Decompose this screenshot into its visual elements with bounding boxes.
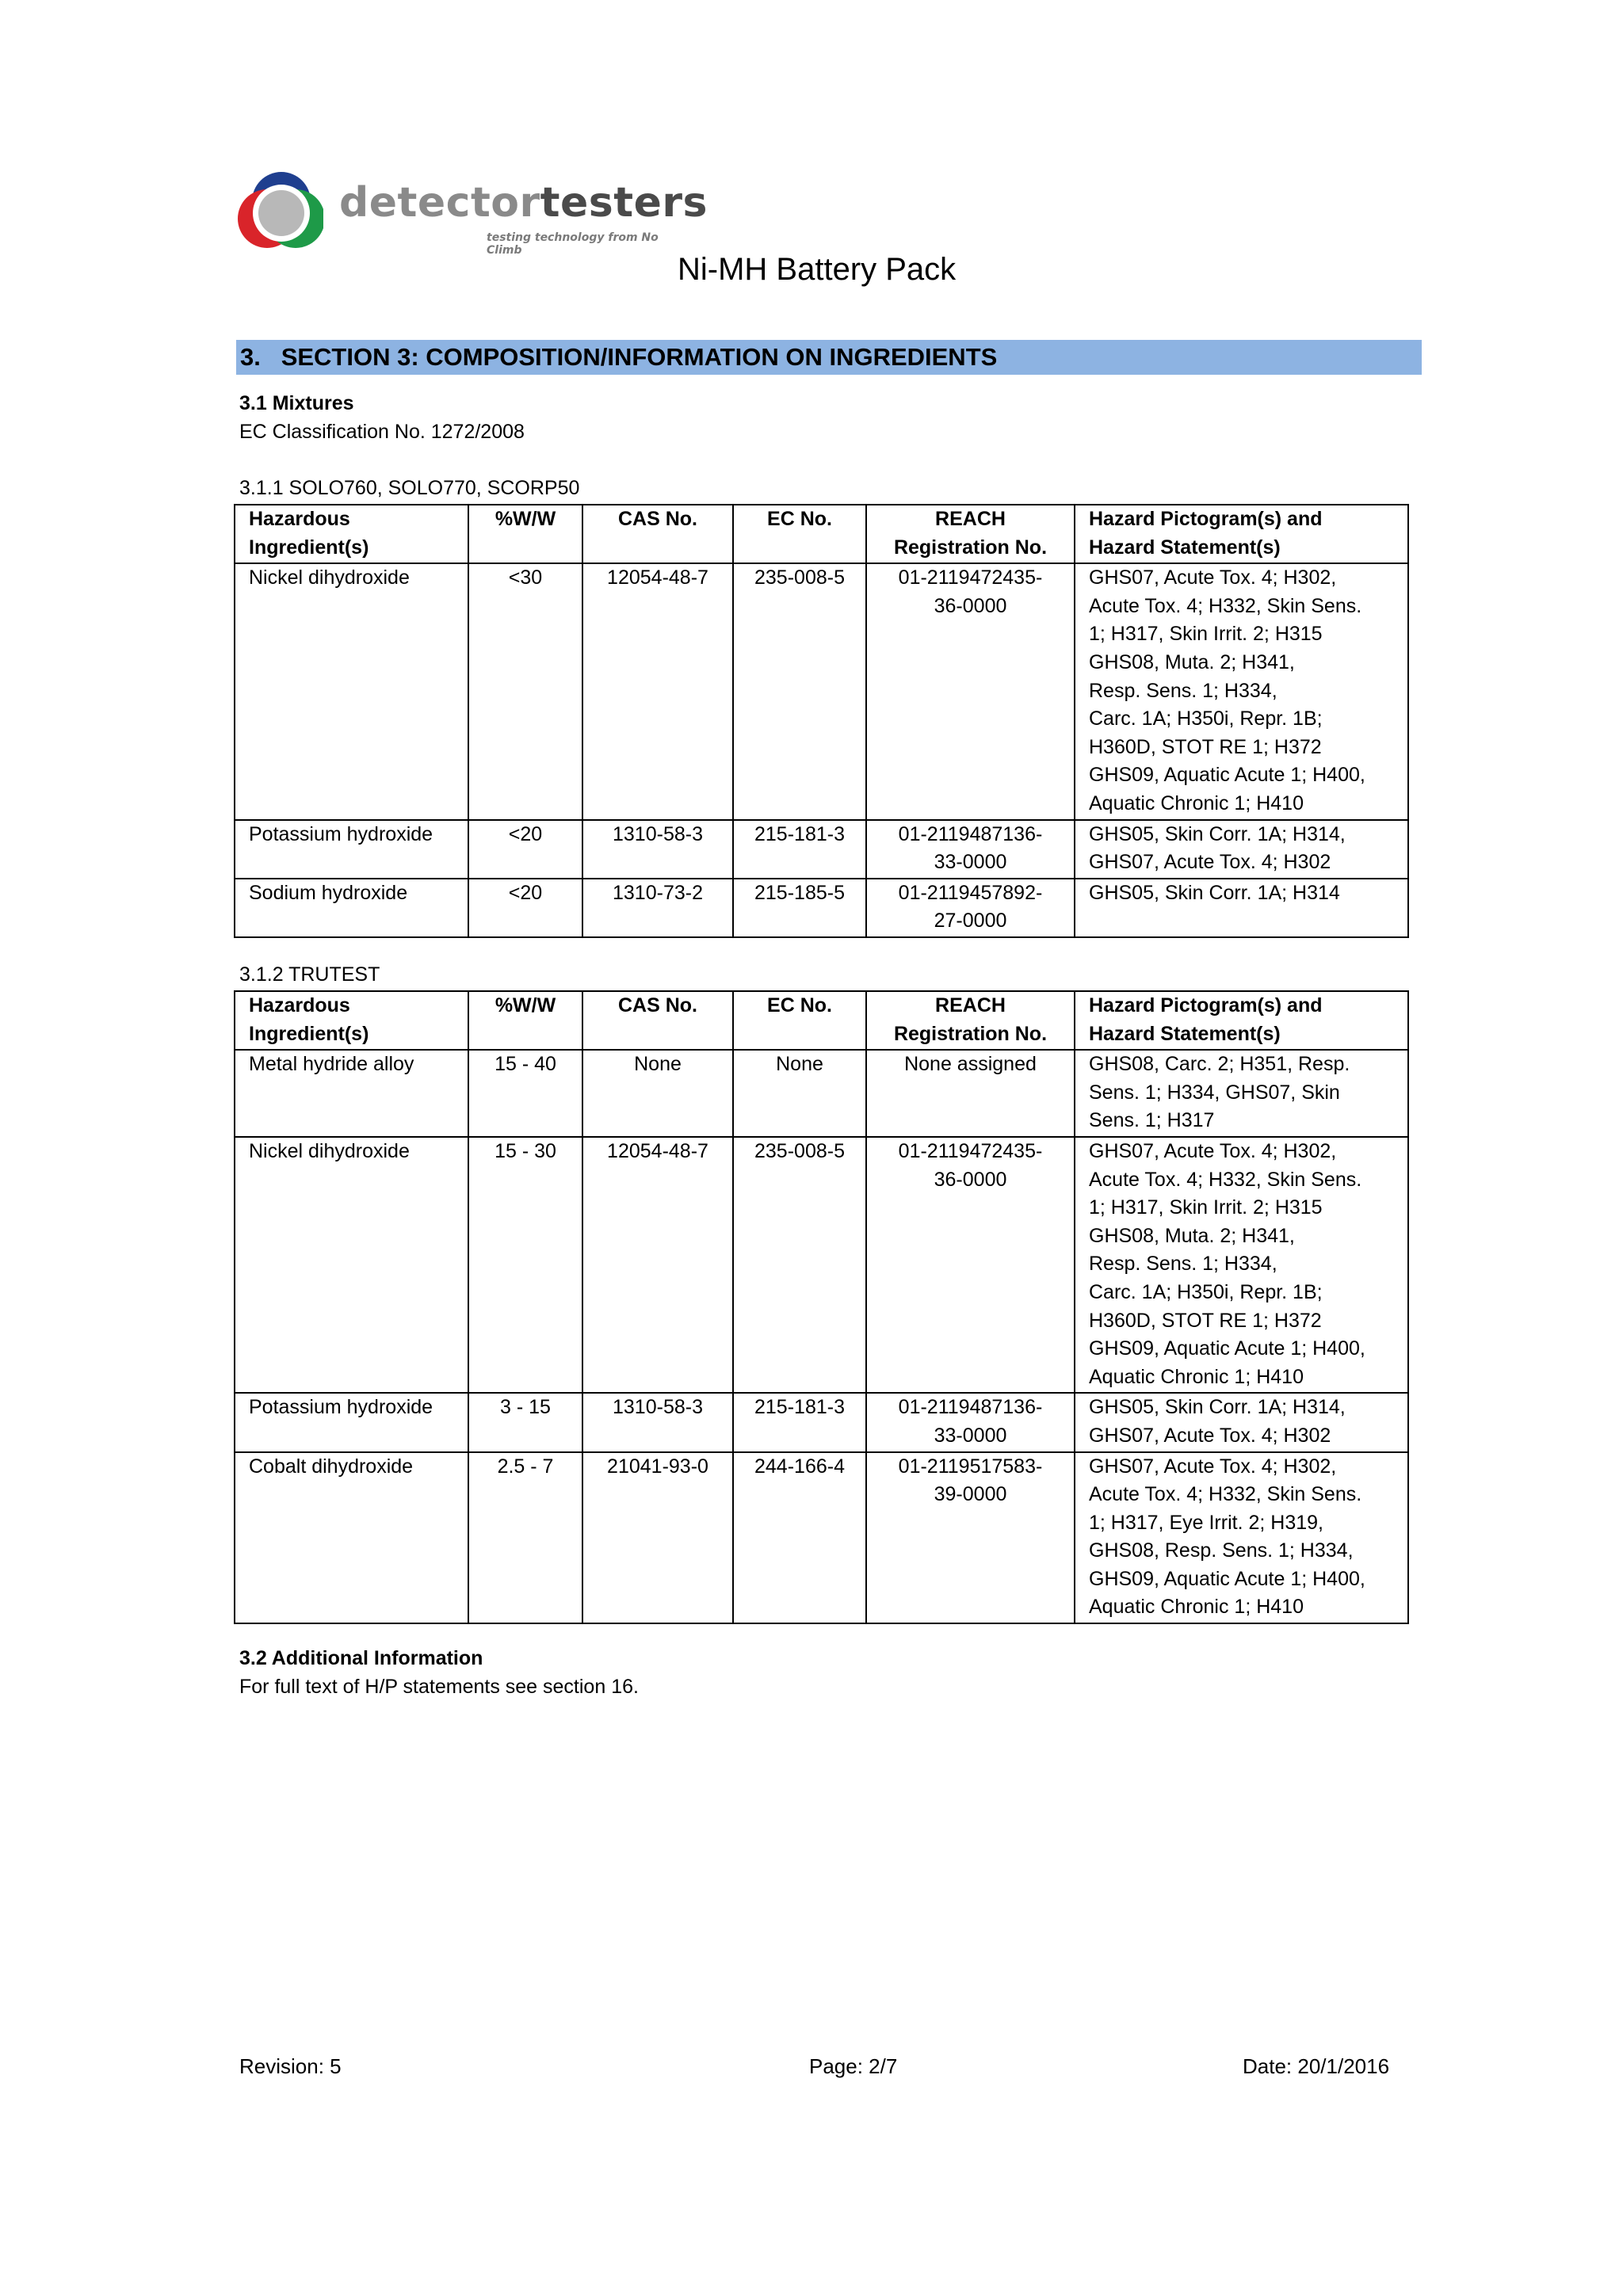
reach-cell-line: 01-2119457892- [898, 881, 1043, 904]
table-header-row [235, 505, 1408, 563]
hazard-cell-line: H360D, STOT RE 1; H372 [1089, 1309, 1322, 1332]
header-cas: CAS No. [582, 991, 733, 1050]
ec-cell: 244-166-4 [733, 1452, 866, 1624]
hazard-cell-line: Carc. 1A; H350i, Repr. 1B; [1089, 707, 1323, 730]
reach-cell [866, 1050, 1075, 1137]
hazard-cell [1075, 563, 1408, 819]
header-hazard: Hazard Pictogram(s) and Hazard Statement(s) [1075, 505, 1408, 563]
header-hazard: Hazard Pictogram(s) and Hazard Statement(s) [1075, 991, 1408, 1050]
reach-cell-line: 33-0000 [934, 1424, 1007, 1447]
ww-cell: <30 [468, 563, 582, 819]
hazard-cell [1075, 820, 1408, 879]
cas-cell: 1310-73-2 [582, 879, 733, 937]
ingredient-cell: Nickel dihydroxide [235, 1137, 468, 1393]
cas-cell: 1310-58-3 [582, 820, 733, 879]
additional-info-text: For full text of H/P statements see section 16. [239, 1676, 639, 1698]
hazard-cell-line: GHS07, Acute Tox. 4; H302, [1089, 1139, 1337, 1162]
logo-tagline: testing technology from No Climb [487, 231, 659, 257]
header-ec: EC No. [733, 991, 866, 1050]
reach-cell-line: 01-2119487136- [898, 822, 1043, 845]
hazard-cell-line: GHS08, Resp. Sens. 1; H334, [1089, 1539, 1354, 1562]
hazard-cell-line: Acute Tox. 4; H332, Skin Sens. [1089, 1483, 1362, 1506]
hazard-cell-line: GHS08, Carc. 2; H351, Resp. [1089, 1053, 1350, 1076]
header-ec: EC No. [733, 505, 866, 563]
cas-cell: 12054-48-7 [582, 1137, 733, 1393]
hazard-cell-line: Resp. Sens. 1; H334, [1089, 679, 1277, 702]
header-ingredient: Hazardous Ingredient(s) [235, 991, 468, 1050]
hazard-cell-line: Acute Tox. 4; H332, Skin Sens. [1089, 594, 1362, 617]
table-row [235, 1137, 1408, 1393]
reach-cell-line: 01-2119472435- [898, 1139, 1043, 1162]
hazard-cell [1075, 1050, 1408, 1137]
hazard-cell [1075, 1452, 1408, 1624]
table2-caption: 3.1.2 TRUTEST [239, 963, 380, 986]
reach-cell [866, 1137, 1075, 1393]
hazard-cell-line: GHS07, Acute Tox. 4; H302, [1089, 566, 1337, 589]
hazard-cell-line: GHS09, Aquatic Acute 1; H400, [1089, 1567, 1365, 1590]
hazard-cell-line: GHS09, Aquatic Acute 1; H400, [1089, 1337, 1365, 1360]
hazard-cell-line: Aquatic Chronic 1; H410 [1089, 1596, 1304, 1619]
ingredients-table-2 [234, 990, 1409, 1624]
ec-cell: 235-008-5 [733, 1137, 866, 1393]
table-row [235, 1050, 1408, 1137]
ingredient-cell: Potassium hydroxide [235, 820, 468, 879]
table-row [235, 820, 1408, 879]
hazard-cell-line: GHS07, Acute Tox. 4; H302, [1089, 1455, 1337, 1478]
cas-cell: 21041-93-0 [582, 1452, 733, 1624]
ww-cell: 2.5 - 7 [468, 1452, 582, 1624]
header-reach: REACH Registration No. [866, 505, 1075, 563]
footer-date: Date: 20/1/2016 [1243, 2054, 1390, 2078]
hazard-cell-line: Aquatic Chronic 1; H410 [1089, 791, 1304, 814]
reach-cell-line: None assigned [904, 1053, 1037, 1076]
hazard-cell-line: Acute Tox. 4; H332, Skin Sens. [1089, 1168, 1362, 1191]
reach-cell-line: 01-2119487136- [898, 1396, 1043, 1419]
header-ww: %W/W [468, 505, 582, 563]
reach-cell [866, 1393, 1075, 1451]
hazard-cell [1075, 1137, 1408, 1393]
table-row [235, 1452, 1408, 1624]
ingredient-cell: Metal hydride alloy [235, 1050, 468, 1137]
table-row [235, 563, 1408, 819]
table-row [235, 879, 1408, 937]
table1-caption: 3.1.1 SOLO760, SOLO770, SCORP50 [239, 477, 580, 499]
hazard-cell-line: 1; H317, Skin Irrit. 2; H315 [1089, 1196, 1323, 1219]
logo-wordmark: detectortesters [339, 179, 708, 227]
ec-cell: 215-185-5 [733, 879, 866, 937]
reach-cell-line: 01-2119517583- [898, 1455, 1043, 1478]
ec-cell: 215-181-3 [733, 1393, 866, 1451]
header-reach: REACH Registration No. [866, 991, 1075, 1050]
ww-cell: 3 - 15 [468, 1393, 582, 1451]
reach-cell [866, 879, 1075, 937]
reach-cell-line: 36-0000 [934, 594, 1007, 617]
hazard-cell-line: Sens. 1; H317 [1089, 1109, 1215, 1132]
hazard-cell-line: 1; H317, Skin Irrit. 2; H315 [1089, 623, 1323, 646]
hazard-cell-line: GHS08, Muta. 2; H341, [1089, 1224, 1295, 1247]
ww-cell: <20 [468, 879, 582, 937]
header-ingredient: Hazardous Ingredient(s) [235, 505, 468, 563]
logo-circles-icon [236, 168, 323, 255]
hazard-cell-line: GHS05, Skin Corr. 1A; H314 [1089, 881, 1340, 904]
header-ww: %W/W [468, 991, 582, 1050]
hazard-cell [1075, 879, 1408, 937]
cas-cell: None [582, 1050, 733, 1137]
hazard-cell-line: GHS08, Muta. 2; H341, [1089, 650, 1295, 673]
ec-cell: 215-181-3 [733, 820, 866, 879]
mixtures-heading: 3.1 Mixtures [239, 392, 354, 414]
ww-cell: 15 - 40 [468, 1050, 582, 1137]
hazard-cell-line: GHS05, Skin Corr. 1A; H314, [1089, 822, 1346, 845]
reach-cell [866, 563, 1075, 819]
footer-revision: Revision: 5 [239, 2054, 342, 2078]
hazard-cell-line: Sens. 1; H334, GHS07, Skin [1089, 1081, 1340, 1104]
ingredient-cell: Sodium hydroxide [235, 879, 468, 937]
cas-cell: 12054-48-7 [582, 563, 733, 819]
hazard-cell-line: 1; H317, Eye Irrit. 2; H319, [1089, 1511, 1323, 1534]
company-logo [236, 168, 708, 257]
additional-info-heading: 3.2 Additional Information [239, 1647, 483, 1669]
header-cas: CAS No. [582, 505, 733, 563]
ww-cell: <20 [468, 820, 582, 879]
reach-cell-line: 27-0000 [934, 910, 1007, 933]
document-title: Ni-MH Battery Pack [678, 252, 957, 287]
hazard-cell-line: GHS09, Aquatic Acute 1; H400, [1089, 764, 1365, 787]
hazard-cell-line: Resp. Sens. 1; H334, [1089, 1253, 1277, 1276]
table-row [235, 1393, 1408, 1451]
ingredient-cell: Cobalt dihydroxide [235, 1452, 468, 1624]
hazard-cell [1075, 1393, 1408, 1451]
ww-cell: 15 - 30 [468, 1137, 582, 1393]
ec-cell: 235-008-5 [733, 563, 866, 819]
hazard-cell-line: GHS05, Skin Corr. 1A; H314, [1089, 1396, 1346, 1419]
reach-cell-line: 33-0000 [934, 851, 1007, 874]
reach-cell-line: 01-2119472435- [898, 566, 1043, 589]
reach-cell-line: 39-0000 [934, 1483, 1007, 1506]
hazard-cell-line: GHS07, Acute Tox. 4; H302 [1089, 1424, 1331, 1447]
hazard-cell-line: Aquatic Chronic 1; H410 [1089, 1365, 1304, 1388]
ingredient-cell: Potassium hydroxide [235, 1393, 468, 1451]
cas-cell: 1310-58-3 [582, 1393, 733, 1451]
table-header-row [235, 991, 1408, 1050]
ec-cell: None [733, 1050, 866, 1137]
footer-page: Page: 2/7 [809, 2054, 898, 2078]
hazard-cell-line: Carc. 1A; H350i, Repr. 1B; [1089, 1280, 1323, 1303]
hazard-cell-line: GHS07, Acute Tox. 4; H302 [1089, 851, 1331, 874]
section-heading: 3. SECTION 3: COMPOSITION/INFORMATION ON INGREDIENTS [240, 343, 998, 371]
ingredients-table-1 [234, 504, 1409, 938]
reach-cell-line: 36-0000 [934, 1168, 1007, 1191]
classification-text: EC Classification No. 1272/2008 [239, 421, 525, 443]
section-heading-bar [236, 340, 1422, 375]
hazard-cell-line: H360D, STOT RE 1; H372 [1089, 735, 1322, 758]
ingredient-cell: Nickel dihydroxide [235, 563, 468, 819]
reach-cell [866, 820, 1075, 879]
reach-cell [866, 1452, 1075, 1624]
